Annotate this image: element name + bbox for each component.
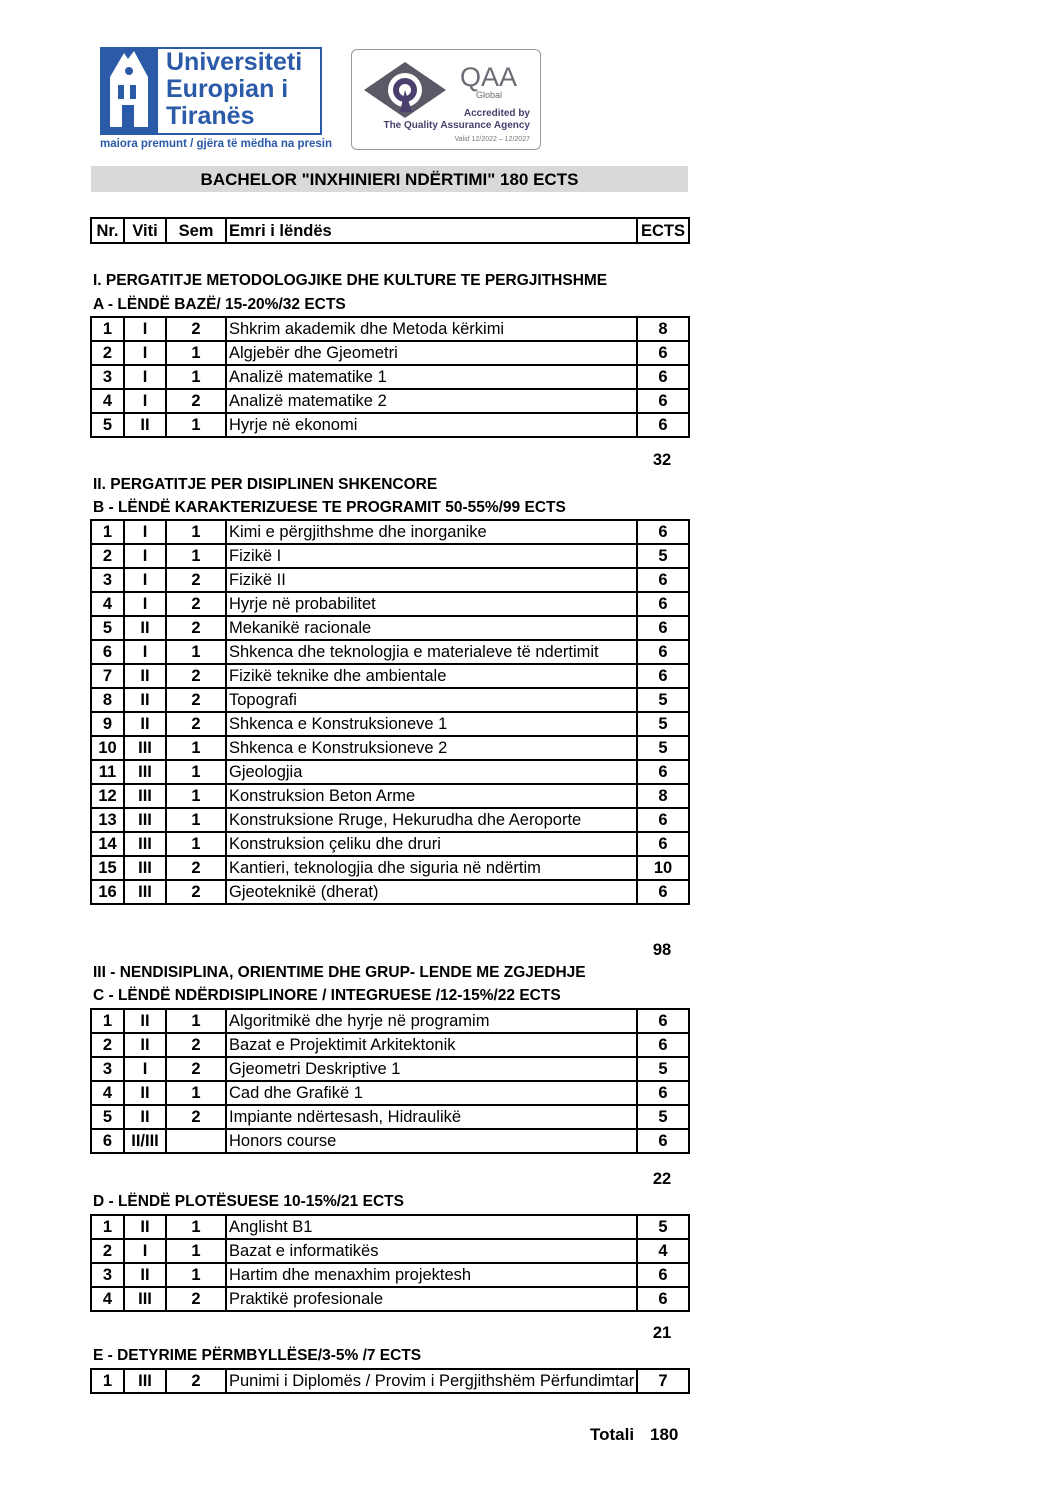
course-nr: 3 — [91, 568, 124, 592]
section-2-heading: II. PERGATITJE PER DISIPLINEN SHKENCORE — [93, 476, 438, 493]
course-ects: 6 — [637, 1263, 689, 1287]
course-row — [91, 760, 689, 784]
course-semester: 2 — [166, 664, 226, 688]
course-semester: 2 — [166, 592, 226, 616]
course-name: Shkenca e Konstruksioneve 2 — [226, 736, 637, 760]
course-nr: 5 — [91, 1105, 124, 1129]
course-row — [91, 520, 689, 544]
section-b-sum: 98 — [652, 941, 672, 959]
course-row — [91, 880, 689, 904]
course-semester: 1 — [166, 784, 226, 808]
section-c-subheading: C - LËNDË NDËRDISIPLINORE / INTEGRUESE /12-15%/22 ECTS — [93, 987, 561, 1004]
course-nr: 11 — [91, 760, 124, 784]
section-b-table — [90, 519, 690, 905]
course-year: I — [124, 640, 166, 664]
program-title: BACHELOR "INXHINIERI NDËRTIMI" 180 ECTS — [91, 166, 688, 192]
section-a-subheading: A - LËNDË BAZË/ 15-20%/32 ECTS — [93, 296, 346, 313]
course-row — [91, 544, 689, 568]
course-ects: 5 — [637, 544, 689, 568]
course-ects: 6 — [637, 760, 689, 784]
course-name: Fizikë II — [226, 568, 637, 592]
section-e-table — [90, 1368, 690, 1394]
course-semester: 2 — [166, 317, 226, 341]
course-nr: 3 — [91, 365, 124, 389]
course-semester: 1 — [166, 640, 226, 664]
course-ects: 5 — [637, 1105, 689, 1129]
course-row — [91, 317, 689, 341]
course-year: I — [124, 1057, 166, 1081]
course-nr: 4 — [91, 389, 124, 413]
course-semester: 1 — [166, 808, 226, 832]
course-name: Konstruksion Beton Arme — [226, 784, 637, 808]
course-row — [91, 1081, 689, 1105]
course-year: II — [124, 664, 166, 688]
course-year: II — [124, 616, 166, 640]
course-ects: 8 — [637, 317, 689, 341]
university-name: Universiteti Europian i Tiranës — [166, 48, 303, 130]
course-semester: 1 — [166, 1215, 226, 1239]
course-semester: 2 — [166, 1369, 226, 1393]
course-row — [91, 568, 689, 592]
column-header-table — [90, 217, 690, 244]
course-semester: 1 — [166, 341, 226, 365]
course-name: Gjeometri Deskriptive 1 — [226, 1057, 637, 1081]
course-row — [91, 1009, 689, 1033]
course-nr: 6 — [91, 1129, 124, 1153]
course-row — [91, 1287, 689, 1311]
column-header-row — [91, 218, 689, 243]
course-name: Topografi — [226, 688, 637, 712]
course-ects: 6 — [637, 520, 689, 544]
course-ects: 6 — [637, 832, 689, 856]
course-name: Shkenca dhe teknologjia e materialeve të ndertimit — [226, 640, 637, 664]
qaa-accreditation-logo — [351, 49, 541, 150]
course-semester: 1 — [166, 413, 226, 437]
course-year: III — [124, 832, 166, 856]
course-year: I — [124, 520, 166, 544]
course-row — [91, 1369, 689, 1393]
course-year: III — [124, 808, 166, 832]
course-nr: 7 — [91, 664, 124, 688]
course-semester: 1 — [166, 1263, 226, 1287]
course-name: Kantieri, teknologjia dhe siguria në ndërtim — [226, 856, 637, 880]
course-row — [91, 1057, 689, 1081]
section-b-subheading: B - LËNDË KARAKTERIZUESE TE PROGRAMIT 50-55%/99 ECTS — [93, 499, 566, 516]
course-name: Honors course — [226, 1129, 637, 1153]
course-nr: 1 — [91, 1215, 124, 1239]
course-year: III — [124, 856, 166, 880]
course-semester: 1 — [166, 365, 226, 389]
course-row — [91, 664, 689, 688]
course-row — [91, 413, 689, 437]
course-row — [91, 736, 689, 760]
course-ects: 6 — [637, 1129, 689, 1153]
course-ects: 5 — [637, 712, 689, 736]
course-nr: 3 — [91, 1057, 124, 1081]
course-name: Hartim dhe menaxhim projektesh — [226, 1263, 637, 1287]
course-name: Konstruksione Rruge, Hekurudha dhe Aeroporte — [226, 808, 637, 832]
course-name: Gjeoteknikë (dherat) — [226, 880, 637, 904]
course-year: II — [124, 712, 166, 736]
header-sem: Sem — [166, 218, 226, 243]
course-year: II — [124, 413, 166, 437]
course-name: Algoritmikë dhe hyrje në programim — [226, 1009, 637, 1033]
course-nr: 5 — [91, 413, 124, 437]
course-ects: 6 — [637, 1033, 689, 1057]
qaa-global-label: Global — [476, 90, 503, 100]
course-row — [91, 1215, 689, 1239]
course-ects: 6 — [637, 568, 689, 592]
course-ects: 6 — [637, 1009, 689, 1033]
course-year: II/III — [124, 1129, 166, 1153]
course-ects: 6 — [637, 808, 689, 832]
qaa-wordmark: QAA — [460, 62, 518, 92]
course-nr: 13 — [91, 808, 124, 832]
course-nr: 14 — [91, 832, 124, 856]
course-name: Fizikë teknike dhe ambientale — [226, 664, 637, 688]
course-name: Mekanikë racionale — [226, 616, 637, 640]
section-a-table — [90, 316, 690, 438]
course-nr: 15 — [91, 856, 124, 880]
course-semester: 2 — [166, 568, 226, 592]
course-ects: 6 — [637, 1287, 689, 1311]
section-c-sum: 22 — [652, 1170, 672, 1188]
course-semester: 1 — [166, 1239, 226, 1263]
course-year: II — [124, 1081, 166, 1105]
course-semester: 2 — [166, 688, 226, 712]
course-year: III — [124, 736, 166, 760]
course-name: Gjeologjia — [226, 760, 637, 784]
course-semester: 2 — [166, 1287, 226, 1311]
course-semester: 1 — [166, 1009, 226, 1033]
course-year: II — [124, 1215, 166, 1239]
course-name: Algjebër dhe Gjeometri — [226, 341, 637, 365]
course-nr: 6 — [91, 640, 124, 664]
course-year: II — [124, 688, 166, 712]
course-ects: 6 — [637, 664, 689, 688]
course-name: Kimi e përgjithshme dhe inorganike — [226, 520, 637, 544]
course-row — [91, 856, 689, 880]
course-ects: 4 — [637, 1239, 689, 1263]
course-nr: 8 — [91, 688, 124, 712]
course-nr: 9 — [91, 712, 124, 736]
course-nr: 16 — [91, 880, 124, 904]
course-semester: 2 — [166, 712, 226, 736]
course-nr: 1 — [91, 520, 124, 544]
course-ects: 5 — [637, 1057, 689, 1081]
section-a-sum: 32 — [652, 451, 672, 469]
course-row — [91, 712, 689, 736]
course-row — [91, 688, 689, 712]
university-motto: maiora premunt / gjëra të mëdha na presin — [100, 138, 332, 150]
course-semester: 1 — [166, 520, 226, 544]
section-e-subheading: E - DETYRIME PËRMBYLLËSE/3-5% /7 ECTS — [93, 1347, 422, 1364]
section-3-heading: III - NENDISIPLINA, ORIENTIME DHE GRUP- LENDE ME ZGJEDHJE — [93, 964, 586, 981]
course-row — [91, 640, 689, 664]
section-1-heading: I. PERGATITJE METODOLOGJIKE DHE KULTURE TE PERGJITHSHME — [93, 272, 608, 289]
course-semester: 1 — [166, 736, 226, 760]
university-emblem-icon — [100, 47, 158, 135]
course-ects: 5 — [637, 1215, 689, 1239]
course-ects: 6 — [637, 640, 689, 664]
course-year: III — [124, 1287, 166, 1311]
header-nr: Nr. — [91, 218, 124, 243]
header-ects: ECTS — [637, 218, 689, 243]
course-semester — [166, 1129, 226, 1153]
course-year: I — [124, 389, 166, 413]
course-row — [91, 1105, 689, 1129]
course-nr: 2 — [91, 341, 124, 365]
header-viti: Viti — [124, 218, 166, 243]
section-d-table — [90, 1214, 690, 1312]
course-ects: 6 — [637, 365, 689, 389]
course-year: III — [124, 880, 166, 904]
course-name: Bazat e Projektimit Arkitektonik — [226, 1033, 637, 1057]
course-ects: 6 — [637, 880, 689, 904]
course-semester: 2 — [166, 389, 226, 413]
course-nr: 10 — [91, 736, 124, 760]
course-semester: 1 — [166, 1081, 226, 1105]
course-semester: 2 — [166, 856, 226, 880]
course-semester: 1 — [166, 760, 226, 784]
course-nr: 1 — [91, 317, 124, 341]
course-ects: 6 — [637, 616, 689, 640]
course-nr: 12 — [91, 784, 124, 808]
course-ects: 6 — [637, 413, 689, 437]
section-d-subheading: D - LËNDË PLOTËSUESE 10-15%/21 ECTS — [93, 1193, 404, 1210]
course-name: Praktikë profesionale — [226, 1287, 637, 1311]
course-row — [91, 592, 689, 616]
course-row — [91, 616, 689, 640]
course-row — [91, 341, 689, 365]
section-c-table — [90, 1008, 690, 1154]
course-nr: 3 — [91, 1263, 124, 1287]
course-ects: 6 — [637, 592, 689, 616]
course-nr: 4 — [91, 592, 124, 616]
course-year: II — [124, 1263, 166, 1287]
course-semester: 2 — [166, 616, 226, 640]
course-name: Shkrim akademik dhe Metoda kërkimi — [226, 317, 637, 341]
course-nr: 1 — [91, 1369, 124, 1393]
course-row — [91, 808, 689, 832]
course-year: I — [124, 592, 166, 616]
course-nr: 2 — [91, 1239, 124, 1263]
qaa-validity: Valid 12/2022 – 12/2027 — [454, 136, 530, 143]
course-ects: 6 — [637, 341, 689, 365]
course-name: Fizikë I — [226, 544, 637, 568]
course-ects: 6 — [637, 1081, 689, 1105]
course-nr: 4 — [91, 1081, 124, 1105]
course-row — [91, 784, 689, 808]
course-nr: 4 — [91, 1287, 124, 1311]
course-year: III — [124, 760, 166, 784]
header-name: Emri i lëndës — [226, 218, 637, 243]
course-year: I — [124, 544, 166, 568]
course-row — [91, 832, 689, 856]
course-ects: 10 — [637, 856, 689, 880]
course-semester: 1 — [166, 832, 226, 856]
course-year: I — [124, 1239, 166, 1263]
course-year: III — [124, 784, 166, 808]
course-ects: 8 — [637, 784, 689, 808]
course-year: I — [124, 568, 166, 592]
course-name: Hyrje në ekonomi — [226, 413, 637, 437]
course-name: Anglisht B1 — [226, 1215, 637, 1239]
total-label: Totali — [590, 1425, 635, 1444]
course-semester: 2 — [166, 1033, 226, 1057]
qaa-accredited-text: Accredited by The Quality Assurance Agency — [383, 108, 530, 131]
course-name: Punimi i Diplomës / Provim i Pergjithshëm Përfundimtar — [226, 1369, 637, 1393]
course-year: II — [124, 1033, 166, 1057]
course-row — [91, 389, 689, 413]
course-year: I — [124, 341, 166, 365]
course-nr: 1 — [91, 1009, 124, 1033]
course-name: Konstruksion çeliku dhe druri — [226, 832, 637, 856]
course-semester: 2 — [166, 1057, 226, 1081]
course-row — [91, 1263, 689, 1287]
course-semester: 1 — [166, 544, 226, 568]
course-name: Analizë matematike 2 — [226, 389, 637, 413]
course-year: I — [124, 365, 166, 389]
course-year: II — [124, 1009, 166, 1033]
course-nr: 2 — [91, 1033, 124, 1057]
course-name: Shkenca e Konstruksioneve 1 — [226, 712, 637, 736]
course-row — [91, 365, 689, 389]
course-row — [91, 1129, 689, 1153]
course-year: III — [124, 1369, 166, 1393]
course-year: I — [124, 317, 166, 341]
course-name: Hyrje në probabilitet — [226, 592, 637, 616]
course-ects: 5 — [637, 736, 689, 760]
course-name: Bazat e informatikës — [226, 1239, 637, 1263]
university-logo — [100, 47, 332, 153]
course-semester: 2 — [166, 1105, 226, 1129]
course-ects: 5 — [637, 688, 689, 712]
course-ects: 7 — [637, 1369, 689, 1393]
course-year: II — [124, 1105, 166, 1129]
course-name: Analizë matematike 1 — [226, 365, 637, 389]
course-name: Cad dhe Grafikë 1 — [226, 1081, 637, 1105]
course-ects: 6 — [637, 389, 689, 413]
total-value: 180 — [650, 1425, 679, 1444]
section-d-sum: 21 — [652, 1324, 672, 1342]
course-nr: 5 — [91, 616, 124, 640]
course-nr: 2 — [91, 544, 124, 568]
course-semester: 2 — [166, 880, 226, 904]
course-row — [91, 1239, 689, 1263]
course-name: Impiante ndërtesash, Hidraulikë — [226, 1105, 637, 1129]
course-row — [91, 1033, 689, 1057]
